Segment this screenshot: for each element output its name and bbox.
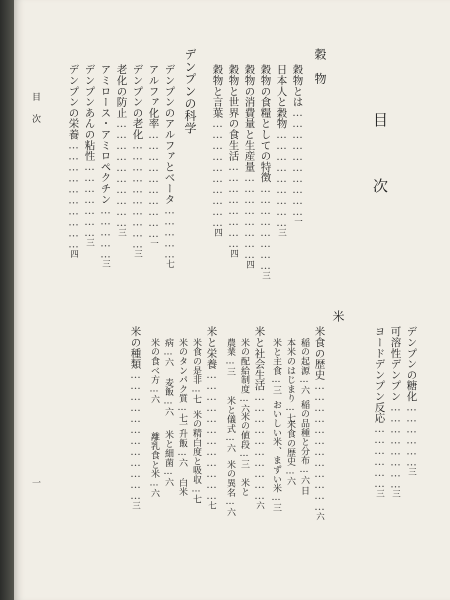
running-head: 目 次 bbox=[30, 92, 40, 125]
starch-item: アミロース・アミロペクチン……………三 bbox=[99, 64, 112, 269]
rice-subitem: 農業…三 bbox=[225, 338, 235, 377]
starch-item: デンプンのアルファとベータ……………七 bbox=[163, 64, 176, 269]
rice-subitem: 米と儀式…六 bbox=[225, 396, 235, 453]
grain-item: 日本人と穀物………………………三 bbox=[275, 64, 288, 237]
rice-subitem: 米のタンパク質…七 bbox=[177, 338, 187, 423]
rice-subitem: 米と主食…三 bbox=[271, 338, 281, 395]
rice-subitem: 麦飯…六 bbox=[163, 378, 173, 417]
rice-item: 米の種類………………………………三 bbox=[129, 326, 142, 511]
rice-subitem: 白米 bbox=[177, 478, 187, 497]
rice-subitem: 米の配給制度…六 bbox=[239, 338, 249, 414]
page-number: 一 bbox=[30, 478, 40, 488]
starch-item: デンプンあんの粘性…………………三 bbox=[83, 64, 96, 248]
rice-subitem: 稲の品種と分布…六 bbox=[299, 400, 309, 485]
toc-page bbox=[14, 0, 450, 600]
grain-item: 穀物の消費量と生産量……………………四 bbox=[243, 64, 256, 269]
rice-subitem: 米食の是非…七 bbox=[191, 338, 201, 405]
starch-item: アルファ化率…………………………一 bbox=[147, 64, 160, 248]
rice-subitem: 米食の歴史…六 bbox=[285, 420, 295, 487]
rice-subitem: 米の精白度と吸収…七 bbox=[191, 410, 201, 504]
rice-subitem: おいしい米、まずい米…三 bbox=[271, 400, 281, 513]
rice-heading: 米 bbox=[331, 310, 345, 323]
starch-item: 老化の防止…………………………三 bbox=[115, 64, 128, 237]
rice-subitem: 米と bbox=[239, 478, 249, 497]
grain-item: 穀物と世界の食生活……………………四 bbox=[227, 64, 240, 259]
rice-subitem: 離乳食と米…六 bbox=[149, 432, 159, 499]
grain-item: 穀物とは…………………………一 bbox=[291, 64, 304, 227]
rice-subitem: 一升飯…六 bbox=[177, 420, 187, 468]
grain-item: 穀物の食糧としての特徴……………………三 bbox=[259, 64, 272, 280]
starch-more-item: ヨードデンプン反応………………三 bbox=[373, 326, 386, 499]
grain-item: 穀物と言葉…………………………四 bbox=[211, 64, 224, 237]
toc-title-char-2: 次 bbox=[371, 178, 389, 193]
starch-item: デンプンの老化…………………………三 bbox=[131, 64, 144, 259]
rice-item: 米と栄養………………………………七 bbox=[205, 326, 218, 511]
rice-subitem: 日 bbox=[299, 486, 309, 496]
starch-heading: デンプンの科学 bbox=[183, 48, 197, 135]
rice-subitem: 本米のはじまり…七 bbox=[285, 338, 295, 423]
grain-heading: 穀 物 bbox=[313, 48, 327, 85]
rice-item: 米と社会生活…………………………六 bbox=[253, 326, 266, 510]
rice-item: 米食の歴史………………………………六 bbox=[313, 326, 326, 521]
rice-subitem: 米と細菌…六 bbox=[163, 430, 173, 487]
starch-more-item: 可溶性デンプン……………………三 bbox=[389, 326, 402, 499]
rice-subitem: 病…六 bbox=[163, 338, 173, 367]
starch-item: デンプンの栄養…………………………四 bbox=[67, 64, 80, 259]
rice-subitem: 稲の起源…六 bbox=[299, 338, 309, 395]
rice-subitem: 米の食べ方…六 bbox=[149, 338, 159, 405]
rice-subitem: 米の値段…三 bbox=[239, 412, 249, 469]
rice-subitem: 米の異名…六 bbox=[225, 460, 235, 517]
toc-title-char-1: 目 bbox=[371, 112, 389, 127]
book-spine-shadow bbox=[0, 0, 14, 600]
starch-more-item: デンプンの糖化………………三 bbox=[405, 326, 418, 477]
